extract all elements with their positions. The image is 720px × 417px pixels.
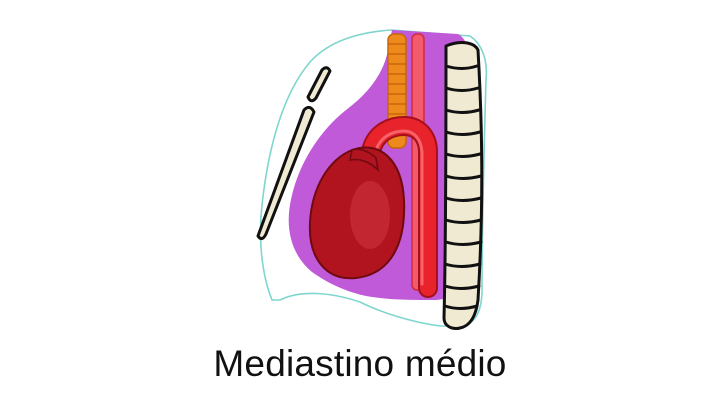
sternum-manubrium: [308, 68, 330, 101]
spine: [444, 43, 482, 329]
diagram-caption: Mediastino médio: [213, 343, 507, 384]
